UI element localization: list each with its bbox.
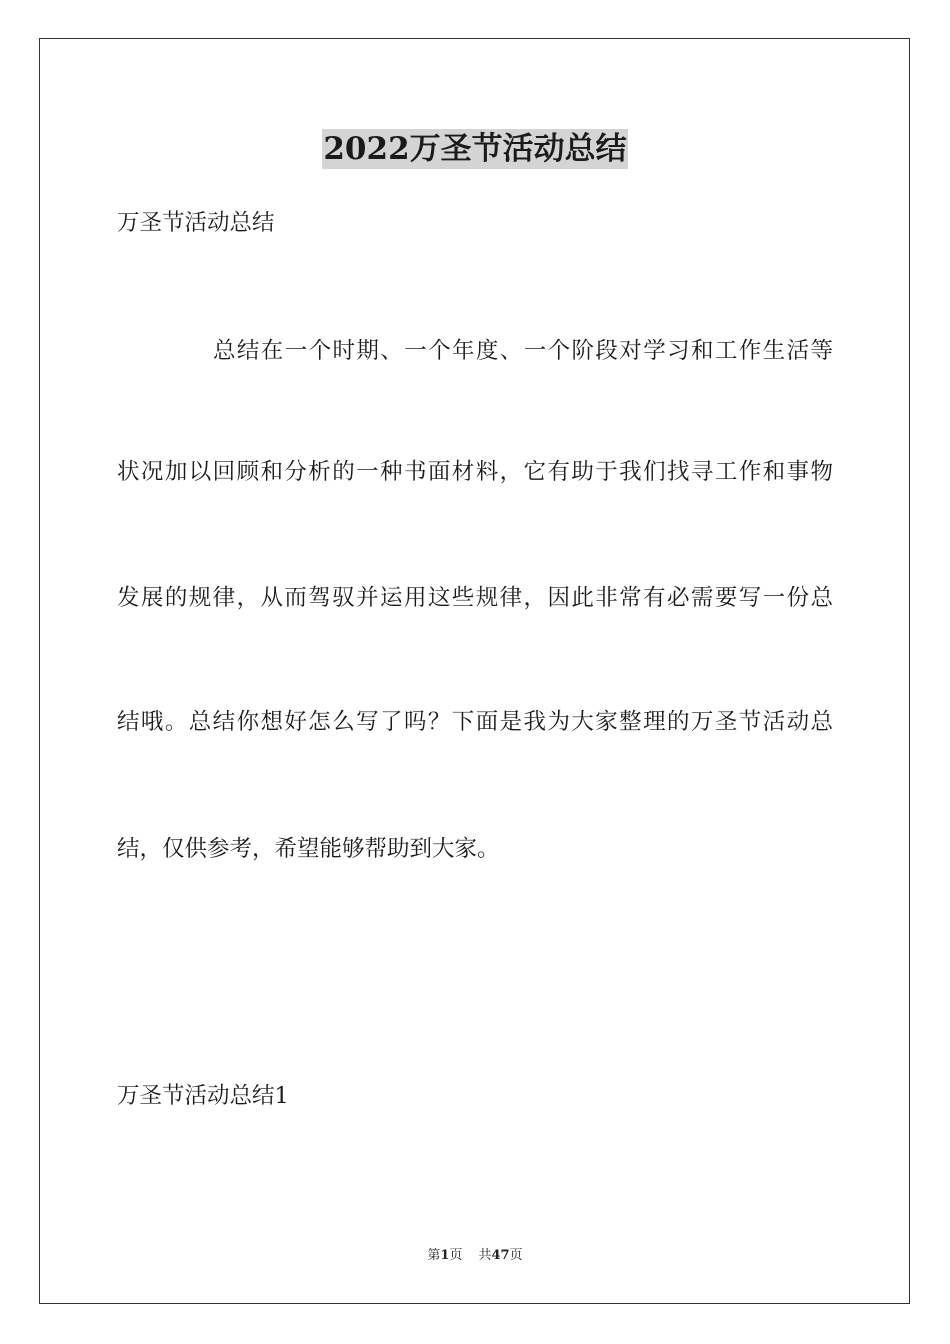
footer-total-suffix: 页 (509, 1248, 523, 1263)
page-footer (0, 1247, 950, 1265)
intro-line-1: 总结在一个时期、一个年度、一个阶段对学习和工作生活等 (213, 338, 833, 364)
section-heading: 万圣节活动总结1 (117, 1083, 289, 1109)
intro-line-5: 结，仅供参考，希望能够帮助到大家。 (117, 836, 500, 862)
footer-total-pages: 47 (491, 1248, 510, 1263)
intro-line-3: 发展的规律，从而驾驭并运用这些规律，因此非常有必需要写一份总 (117, 585, 833, 611)
document-subtitle: 万圣节活动总结 (117, 210, 275, 236)
document-title (0, 128, 950, 168)
intro-line-2: 状况加以回顾和分析的一种书面材料，它有助于我们找寻工作和事物 (117, 459, 833, 485)
footer-total-prefix: 共 (478, 1248, 492, 1263)
intro-line-4: 结哦。总结你想好怎么写了吗？下面是我为大家整理的万圣节活动总 (117, 709, 833, 735)
footer-page-prefix: 第 (427, 1248, 441, 1263)
footer-page-number: 1 (440, 1248, 450, 1263)
footer-page-suffix: 页 (449, 1248, 463, 1263)
document-title-text: 2022万圣节活动总结 (323, 131, 627, 167)
